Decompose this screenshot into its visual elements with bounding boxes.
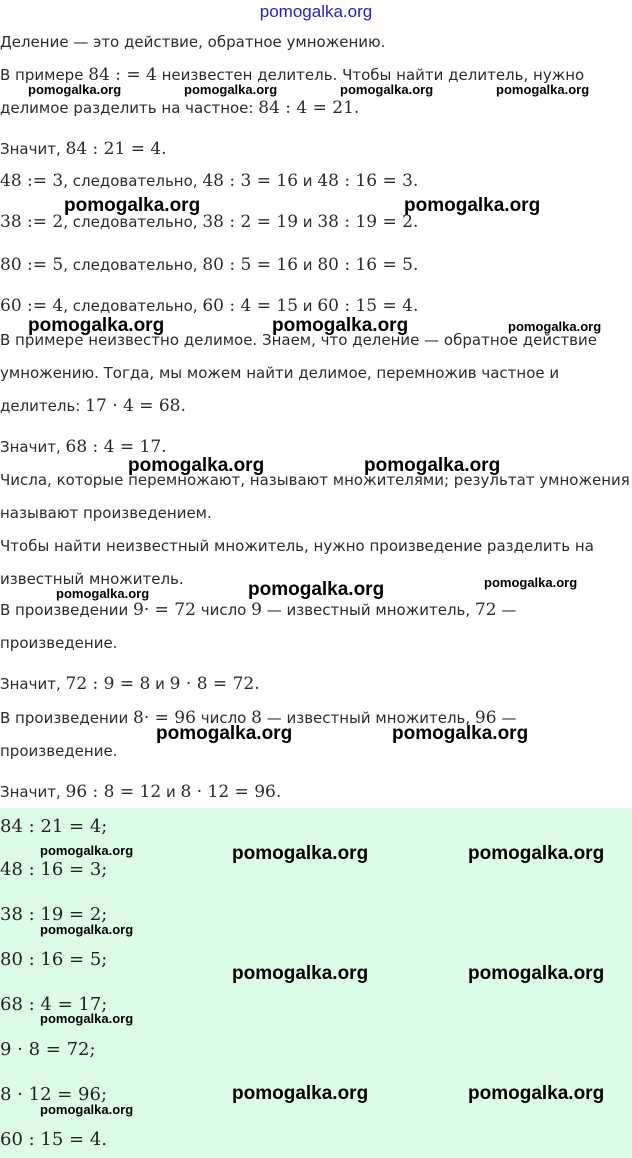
text-line <box>0 171 418 191</box>
text: и <box>161 783 181 801</box>
watermark: pomogalka.org <box>392 723 529 744</box>
watermark: pomogalka.org <box>484 575 578 590</box>
math: 48 := 3 <box>0 171 64 191</box>
text: В произведении <box>0 709 134 727</box>
text: — <box>496 601 517 619</box>
math: 8 <box>251 708 262 728</box>
text: неизвестен делитель. Чтобы найти делитель, нужно <box>156 66 585 84</box>
text-line <box>0 396 186 416</box>
math: 48 : 3 = 16 <box>202 171 299 191</box>
text-line <box>0 437 167 457</box>
math: 68 : 4 = 17. <box>65 437 167 457</box>
math: 80 := 5 <box>0 255 64 275</box>
math: 8· = 96 <box>133 708 196 728</box>
watermark: pomogalka.org <box>404 195 541 216</box>
watermark: pomogalka.org <box>272 315 409 336</box>
watermark: pomogalka.org <box>128 455 265 476</box>
math: 60 : 15 = 4. <box>317 296 419 316</box>
text: Значит, <box>0 783 66 801</box>
text: Значит, <box>0 438 66 456</box>
math: 38 := 2 <box>0 212 64 232</box>
watermark: pomogalka.org <box>156 723 293 744</box>
answer-line: 9 · 8 = 72; <box>0 1039 96 1060</box>
watermark: pomogalka.org <box>40 1102 134 1117</box>
answer-line: 60 : 15 = 4. <box>0 1129 108 1150</box>
math: 9 · 8 = 72. <box>169 674 260 694</box>
watermark: pomogalka.org <box>28 315 165 336</box>
text-line <box>0 296 418 316</box>
text: — известный множитель, <box>261 709 475 727</box>
text-line <box>0 255 418 275</box>
math: 38 : 19 = 2. <box>317 212 419 232</box>
math: 60 := 4 <box>0 296 64 316</box>
text: В примере <box>0 66 89 84</box>
watermark: pomogalka.org <box>28 82 122 97</box>
answer-line: 68 : 4 = 17; <box>0 994 108 1015</box>
watermark: pomogalka.org <box>496 82 590 97</box>
watermark: pomogalka.org <box>232 843 369 864</box>
math: 80 : 16 = 5. <box>317 255 419 275</box>
watermark: pomogalka.org <box>64 195 201 216</box>
text-line: известный множитель. <box>0 570 184 588</box>
text: и <box>298 172 318 190</box>
answer-line: 48 : 16 = 3; <box>0 859 108 880</box>
text: , следовательно, <box>63 297 203 315</box>
math: 17 · 4 = 68. <box>85 396 186 416</box>
site-title: pomogalka.org <box>259 2 373 21</box>
math: 38 : 2 = 19 <box>202 212 299 232</box>
text-line: произведение. <box>0 634 118 652</box>
text-line: называют произведением. <box>0 504 212 522</box>
math: 96 <box>474 708 497 728</box>
watermark: pomogalka.org <box>340 82 434 97</box>
text-line <box>0 600 516 620</box>
answer-line: 38 : 19 = 2; <box>0 904 108 925</box>
watermark: pomogalka.org <box>248 579 385 600</box>
text: и <box>298 213 318 231</box>
text-line: Числа, которые перемножают, называют множителями; результат умножения <box>0 471 630 489</box>
watermark: pomogalka.org <box>184 82 278 97</box>
text-line: Чтобы найти неизвестный множитель, нужно произведение разделить на <box>0 537 594 555</box>
text: число <box>195 601 252 619</box>
math: 84 : = 4 <box>88 65 157 85</box>
watermark: pomogalka.org <box>468 843 605 864</box>
watermark: pomogalka.org <box>232 1083 369 1104</box>
text: Значит, <box>0 140 66 158</box>
text-line: произведение. <box>0 742 118 760</box>
answer-line: 80 : 16 = 5; <box>0 949 108 970</box>
text: , следовательно, <box>63 213 203 231</box>
watermark: pomogalka.org <box>508 319 602 334</box>
text-line <box>0 98 359 118</box>
text: — известный множитель, <box>261 601 475 619</box>
text: делимое разделить на частное: <box>0 99 259 117</box>
math: 80 : 5 = 16 <box>202 255 299 275</box>
watermark: pomogalka.org <box>468 963 605 984</box>
text-line <box>0 212 418 232</box>
math: 60 : 4 = 15 <box>202 296 299 316</box>
text-line <box>0 782 281 802</box>
text: — <box>496 709 517 727</box>
text: и <box>298 256 318 274</box>
math: 84 : 4 = 21. <box>258 98 360 118</box>
math: 72 : 9 = 8 <box>65 674 151 694</box>
math: 9· = 72 <box>133 600 196 620</box>
text: делитель: <box>0 397 86 415</box>
watermark: pomogalka.org <box>56 586 150 601</box>
watermark: pomogalka.org <box>364 455 501 476</box>
text: , следовательно, <box>63 256 203 274</box>
text-line <box>0 139 167 159</box>
text: Значит, <box>0 675 66 693</box>
text-line: Деление — это действие, обратное умножению. <box>0 33 386 51</box>
watermark: pomogalka.org <box>232 963 369 984</box>
watermark: pomogalka.org <box>40 922 134 937</box>
text: число <box>195 709 252 727</box>
answer-line: 8 · 12 = 96; <box>0 1084 108 1105</box>
text: и <box>298 297 318 315</box>
text: и <box>150 675 170 693</box>
math: 9 <box>251 600 262 620</box>
math: 72 <box>474 600 497 620</box>
watermark: pomogalka.org <box>40 1011 134 1026</box>
text-line <box>0 674 260 694</box>
math: 96 : 8 = 12 <box>65 782 162 802</box>
watermark: pomogalka.org <box>468 1083 605 1104</box>
watermark: pomogalka.org <box>40 843 134 858</box>
text-line: умножению. Тогда, мы можем найти делимое, перемножив частное и <box>0 364 560 382</box>
text: , следовательно, <box>63 172 203 190</box>
math: 84 : 21 = 4. <box>65 139 167 159</box>
text-line: В примере неизвестно делимое. Знаем, что деление — обратное действие <box>0 331 597 349</box>
text: В произведении <box>0 601 134 619</box>
answer-line: 84 : 21 = 4; <box>0 816 108 837</box>
math: 48 : 16 = 3. <box>317 171 419 191</box>
math: 8 · 12 = 96. <box>180 782 282 802</box>
